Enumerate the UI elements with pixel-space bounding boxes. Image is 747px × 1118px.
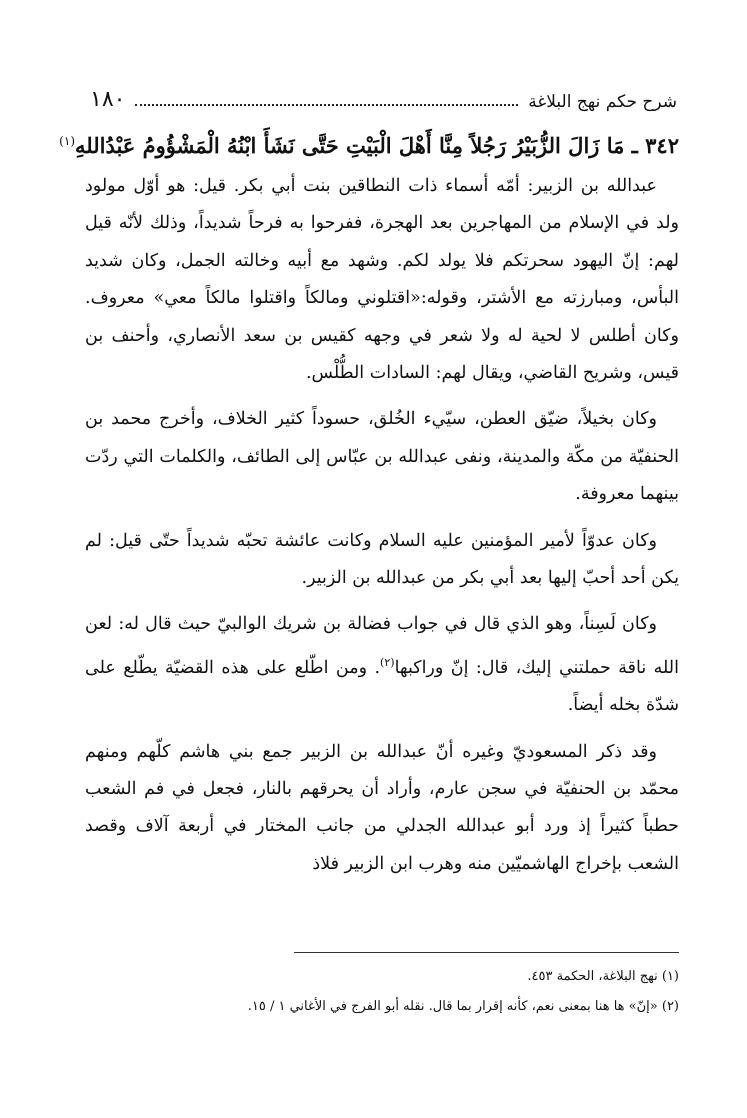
page-number: ١٨٠ [90, 87, 126, 112]
commentary-body [85, 168, 679, 883]
saying-text: ٣٤٢ ـ مَا زَالَ الزُّبَيْرُ رَجُلاً مِنَّا أَهْلَ الْبَيْتِ حَتَّى نَشَأَ ابْنُهُ الْمَشْؤُومُ عَبْدُاللهِ [75, 133, 679, 158]
footnotes [85, 962, 679, 1022]
footnote-2: (٢) «إنّ» ها هنا بمعنى نعم، كأنه إقرار بما قال. نقله أبو الفرج في الأغاني ١ / ١٥. [247, 999, 679, 1014]
running-title: شرح حكم نهج البلاغة [528, 92, 677, 112]
paragraph-3: وكان عدوّاً لأمير المؤمنين عليه السلام وكانت عائشة تحبّه شديداً حتّى قيل: لم يكن أحد أحبّ إليها بعد أبي بكر من عبدالله بن الزبير. [85, 530, 679, 589]
paragraph-4-part-1: وكان لَسِناً، وهو الذي قال في جواب فضالة بن شريك الوالبيّ حيث قال له: لعن الله ناقة حملتني إليك، قال: إنّ وراكبها [85, 614, 679, 678]
paragraph-4-part-2: . ومن اطّلع على هذه القضيّة يطّلع على شدّة بخله أيضاً. [85, 657, 679, 716]
paragraph-5: وقد ذكر المسعوديّ وغيره أنّ عبدالله بن الزبير جمع بني هاشم كلّهم ومنهم محمّد بن الحنفيّة في سجن عارم، وأراد أن يحرقهم بالنار، فجعل في فم الشعب حطباً كثيراً إذ ورد أبو عبدالله الجدلي من جانب المختار في أربعة آلاف وقصد الشعب بإخراج الهاشميّين منه وهرب ابن الزبير فلاذ [85, 741, 679, 874]
footnote-1: (١) نهج البلاغة، الحكمة ٤٥٣. [527, 969, 679, 984]
paragraph-4-note-marker: (٢) [380, 655, 395, 669]
header-dotted-leader [135, 103, 518, 106]
page-header [90, 80, 677, 112]
paragraph-1: عبدالله بن الزبير: أمّه أسماء ذات النطاقين بنت أبي بكر. قيل: هو أوّل مولود ولد في الإسلام من المهاجرين بعد الهجرة، ففرحوا به فرحاً شديداً، وذلك لأنّه قيل لهم: إنّ اليهود سحرتكم فلا يولد لكم. وشهد مع أبيه وخالته الجمل، وكان شديد البأس، ومبارزته مع الأشتر، وقوله:«اقتلوني ومالكاً واقتلوا مالكاً معي» معروف. وكان أطلس لا لحية له ولا شعر في وجهه كقيس بن سعد الأنصاري، وأحنف بن قيس، وشريح القاضي، ويقال لهم: السادات الطُّلْس. [85, 176, 679, 384]
paragraph-2: وكان بخيلاً، ضيّق العطن، سيّيء الخُلق، حسوداً كثير الخلاف، وأخرج محمد بن الحنفيّة من مكّة والمدينة، ونفى عبدالله بن عبّاس إلى الطائف، والكلمات التي ردّت بينهما معروفة. [85, 409, 679, 505]
saying-heading [59, 124, 679, 163]
footnote-divider [294, 952, 679, 953]
paragraph-4 [85, 606, 679, 724]
saying-footnote-marker: (١) [59, 134, 75, 148]
